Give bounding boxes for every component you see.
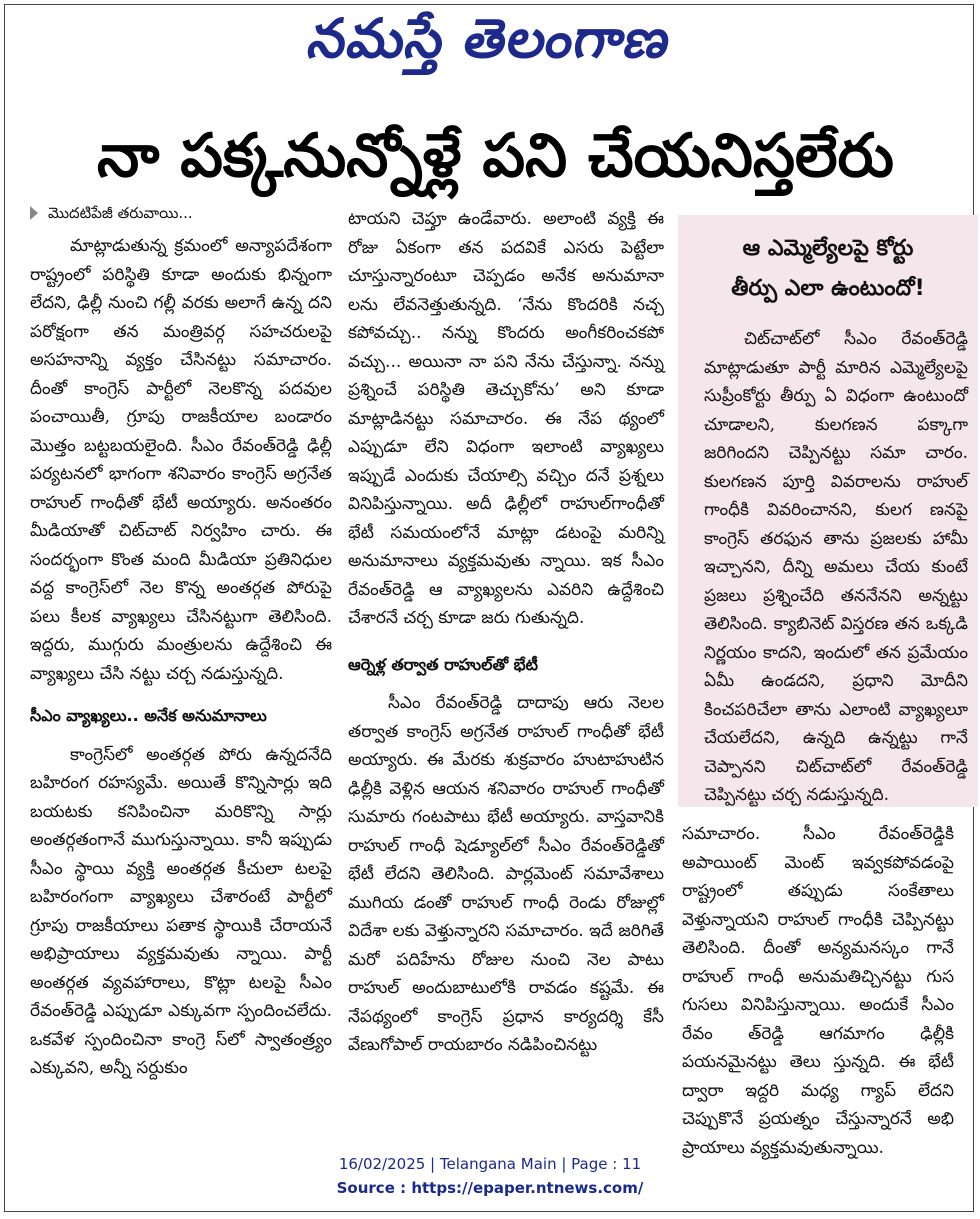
newspaper-masthead: నమస్తే తెలంగాణ: [303, 7, 677, 70]
article-column-2: [348, 205, 664, 1060]
article-column-3: [682, 820, 954, 1162]
page-info: 16/02/2025 | Telangana Main | Page : 11: [338, 1155, 642, 1173]
article-subheading: ఆర్నెళ్ల తర్వాత రాహుల్‌తో భేటీ: [348, 654, 538, 674]
continued-from-label: మొదటిపేజీ తరువాయి...: [48, 203, 193, 222]
sidebar-title-line: ఆ ఎమ్మెల్యేలపై కోర్టు: [742, 236, 914, 261]
sidebar-box: [678, 215, 978, 807]
article-paragraph: మాట్లాడుతున్న క్రమంలో అన్యాపదేశంగా రాష్ట్రంలో పరిస్థితి కూడా అందుకు భిన్నంగా లేదని, ఢిల్లీ నుంచి గల్లీ వరకు అలాగే ఉన్న దని పరోక్షంగా తన మంత్రివర్గ సహచరులపై అసహనాన్ని వ్యక్తం చేసినట్టు సమాచారం. దీంతో కాంగ్రెస్ పార్టీలో నెలకొన్న పదవుల పంచాయితీ, గ్రూపు రాజకీయాల బండారం మొత్తం బట్టబయలైంది. సీఎం రేవంత్‌రెడ్డి ఢిల్లీ పర్యటనలో భాగంగా శనివారం కాంగ్రెస్ అగ్రనేత రాహుల్ గాంధీతో భేటీ అయ్యారు. అనంతరం మీడియాతో చిట్‌చాట్ నిర్వహిం చారు. ఈ సందర్భంగా కొంత మంది మీడియా ప్రతినిధుల వద్ద కాంగ్రెస్‌లో నెల కొన్న అంతర్గత పోరుపై పలు కీలక వ్యాఖ్యలు చేసినట్టుగా తెలిసింది. ఇద్దరు, ముగ్గురు మంత్రులను ఉద్దేశించి ఈ వ్యాఖ్యలు చేసి నట్టు చర్చ నడుస్తున్నది.: [30, 236, 332, 684]
sidebar-title: [678, 229, 978, 309]
article-paragraph: సమాచారం. సీఎం రేవంత్‌రెడ్డికి అపాయింట్ మెంట్ ఇవ్వకపోవడంపై రాష్ట్రంలో తప్పుడు సంకేతాలు వెళ్తున్నాయని రాహుల్ గాంధీకి చెప్పినట్టు తెలిసింది. దీంతో అన్యమనస్కం గానే రాహుల్ గాంధీ అనుమతిచ్చినట్టు గుస గుసలు వినిపిస్తున్నాయి. అందుకే సీఎం రేవం త్‌రెడ్డి ఆగమాగం ఢిల్లీకి పయనమైనట్టు తెలు స్తున్నది. ఈ భేటీ ద్వారా ఇద్దరి మధ్య గ్యాప్ లేదని చెప్పుకొనే ప్రయత్నం చేస్తున్నారనే అభి ప్రాయాలు వ్యక్తమవుతున్నాయి.: [682, 824, 954, 1158]
article-subheading: సీఎం వ్యాఖ్యలు.. అనేక అనుమానాలు: [30, 706, 267, 725]
sidebar-title-line: తీర్పు ఎలా ఉంటుందో!: [731, 276, 925, 301]
source-link[interactable]: Source : https://epaper.ntnews.com/: [336, 1179, 644, 1197]
article-headline: నా పక్కనున్నోళ్లే పని చేయనిస్తలేరు: [97, 121, 894, 191]
sidebar-paragraph: చిట్‌చాట్‌లో సీఎం రేవంత్‌రెడ్డి మాట్లాడుతూ పార్టీ మారిన ఎమ్మెల్యేలపై సుప్రీంకోర్టు తీర్పు ఏ విధంగా ఉంటుందో చూడాలని, కులగణన పక్కాగా జరిగిందని చెప్పినట్టు సమా చారం. కులగణన పూర్తి వివరాలను రాహుల్ గాంధీకి వివరించానని, కులగ ణనపై కాంగ్రెస్ తరఫున తాను ప్రజలకు హామీ ఇచ్చానని, దీన్ని అమలు చేయ కుంటే ప్రజలు ప్రశ్నించేది తననేనని అన్నట్టు తెలిసింది. క్యాబినెట్ విస్తరణ తన ఒక్కడి నిర్ణయం కాదని, ఇందులో తన ప్రమేయం ఏమీ ఉండదని, ప్రధాని మోదీని కించపరిచేలా తాను ఎలాంటి వ్యాఖ్యలూ చేయలేదని, ఉన్నది ఉన్నట్టు గానే చెప్పానని చిట్‌చాట్‌లో రేవంత్‌రెడ్డి చెప్పినట్టు చర్చ నడుస్తున్నది.: [704, 329, 968, 805]
chevron-right-icon: [30, 206, 38, 220]
article-paragraph: టాయని చెప్తూ ఉండేవారు. అలాంటి వ్యక్తి ఈ రోజు ఏకంగా తన పదవికే ఎసరు పెట్టేలా చూస్తున్నారంటూ చెప్పడం అనేక అనుమానా లను లేవనెత్తుతున్నది. ‘నేను కొందరికి నచ్చ కపోవచ్చు.. నన్ను కొందరు అంగీకరించకపో వచ్చు... అయినా నా పని నేను చేస్తున్నా. నన్ను ప్రశ్నించే పరిస్థితి తెచ్చుకోను’ అని కూడా మాట్లాడినట్టు సమాచారం. ఈ నేప థ్యంలో ఎప్పుడూ లేని విధంగా ఇలాంటి వ్యాఖ్యలు ఇప్పుడే ఎందుకు చేయాల్సి వచ్చిం దనే ప్రశ్నలు వినిపిస్తున్నాయి. అదీ ఢిల్లీలో రాహుల్‌గాంధీతో భేటీ సమయంలోనే మాట్లా డటంపై మరిన్ని అనుమానాలు వ్యక్తమవుతు న్నాయి. ఇక సీఎం రేవంత్‌రెడ్డి ఆ వ్యాఖ్యలను ఎవరిని ఉద్దేశించి చేశారనే చర్చ కూడా జరు గుతున్నది.: [348, 209, 664, 628]
article-column-1: [30, 200, 332, 1083]
continued-from: [30, 200, 332, 226]
sidebar-body: [678, 309, 978, 810]
article-paragraph: సీఎం రేవంత్‌రెడ్డి దాదాపు ఆరు నెలల తర్వాత కాంగ్రెస్ అగ్రనేత రాహుల్ గాంధీతో భేటీ అయ్యారు. ఈ మేరకు శుక్రవారం హుటాహుటిన ఢిల్లీకి వెళ్లిన ఆయన శనివారం రాహుల్ గాంధీతో సుమారు గంటపాటు భేటీ అయ్యారు. వాస్తవానికి రాహుల్ గాంధీ షెడ్యూల్‌లో సీఎం రేవంత్‌రెడ్డితో భేటీ లేదని తెలిసింది. పార్లమెంట్ సమావేశాలు ముగియ డంతో రాహుల్ గాంధీ రెండు రోజుల్లో విదేశా లకు వెళ్తున్నారని సమాచారం. ఇదే జరిగితే మరో పదిహేను రోజుల నుంచి నెల పాటు రాహుల్ అందుబాటులోకి రావడం కష్టమే. ఈ నేపథ్యంలో కాంగ్రెస్ ప్రధాన కార్యదర్శి కేసీ వేణుగోపాల్ రాయబారం నడిపించినట్టు: [348, 693, 664, 1055]
article-paragraph: కాంగ్రెస్‌లో అంతర్గత పోరు ఉన్నదనేది బహిరంగ రహస్యమే. అయితే కొన్నిసార్లు ఇది బయటకు కనిపించినా మరికొన్ని సార్లు అంతర్గతంగానే ముగుస్తున్నాయి. కానీ ఇప్పుడు సీఎం స్థాయి వ్యక్తి అంతర్గత కీచులా టలపై బహిరంగంగా వ్యాఖ్యలు చేశారంటే పార్టీలో గ్రూపు రాజకీయాలు పతాక స్థాయికి చేరాయనే అభిప్రాయాలు వ్యక్తమవుతు న్నాయి. పార్టీ అంతర్గత వ్యవహారాలు, కొట్లా టలపై సీఎం రేవంత్‌రెడ్డి ఎప్పుడూ ఎక్కువగా స్పందించలేదు. ఒకవేళ స్పందించినా కాంగ్రె స్‌లో స్వాతంత్ర్యం ఎక్కువని, అన్నీ సర్దుకుం: [30, 744, 332, 1078]
